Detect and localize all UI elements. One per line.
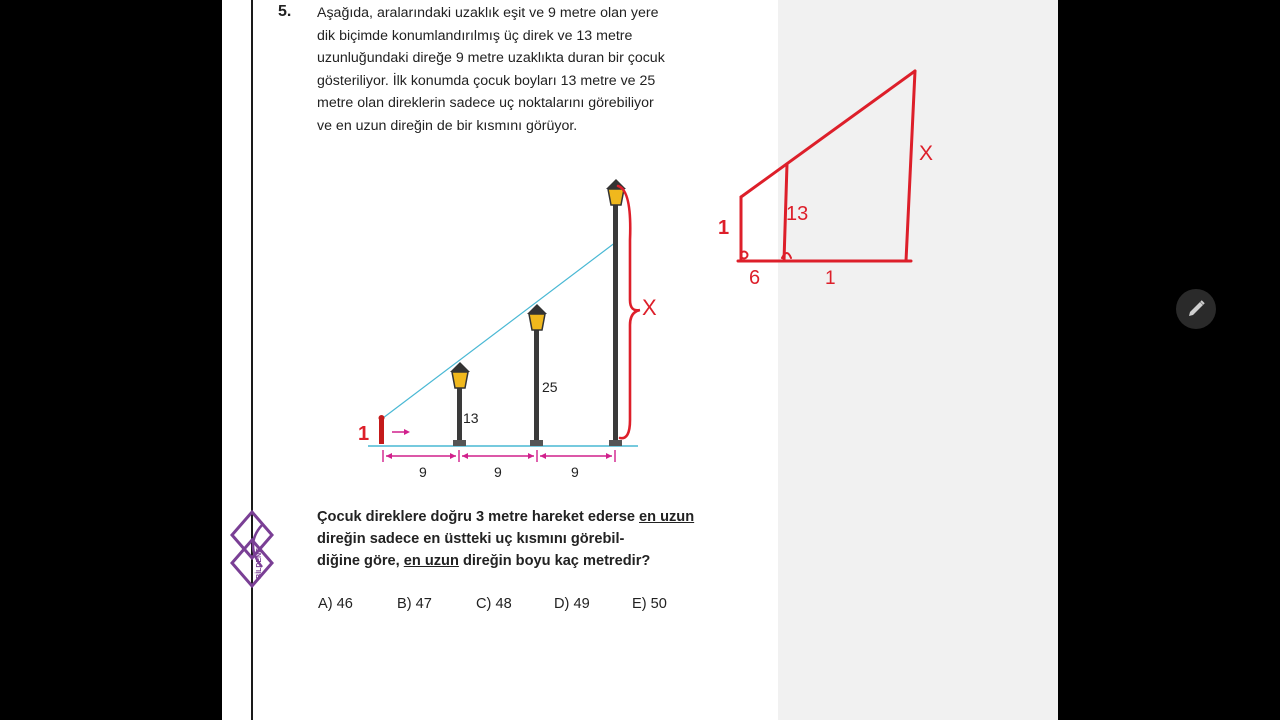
ask-underlined: en uzun bbox=[403, 553, 459, 569]
question-line: dik biçimde konumlandırılmış üç direk ve 13 metre bbox=[317, 27, 633, 44]
pole-13 bbox=[450, 362, 470, 446]
question-line: uzunluğundaki direğe 9 metre uzaklıkta duran bir çocuk bbox=[317, 50, 665, 67]
question-number: 5. bbox=[278, 3, 292, 20]
sight-line bbox=[383, 242, 616, 418]
pole-25-label: 25 bbox=[542, 379, 558, 395]
pole-25 bbox=[527, 304, 547, 446]
spacing-label: 9 bbox=[419, 464, 427, 480]
logo-text: BİLDENE bbox=[255, 548, 263, 579]
question-line: metre olan direklerin sadece uç noktalarını görebiliyor bbox=[317, 95, 654, 112]
sketch-x-label: X bbox=[919, 142, 934, 165]
child-figure bbox=[379, 418, 384, 444]
choice-a[interactable]: A) 46 bbox=[318, 596, 353, 612]
red-brace bbox=[618, 186, 640, 438]
x-on-figure: X bbox=[642, 295, 657, 320]
choice-c[interactable]: C) 48 bbox=[476, 596, 512, 612]
ask-part: direğin sadece en üstteki uç kısmını görebil- bbox=[317, 531, 625, 547]
sketch-13-label: 13 bbox=[786, 203, 809, 225]
choice-b[interactable]: B) 47 bbox=[397, 596, 432, 612]
pole-13-label: 13 bbox=[463, 410, 479, 426]
sketch-1-left-label: 1 bbox=[718, 217, 730, 239]
ask-text bbox=[317, 506, 697, 572]
ask-part: direğin boyu kaç metredir? bbox=[458, 553, 651, 569]
child-height-note: 1 bbox=[358, 423, 370, 445]
sketch-diagram bbox=[738, 71, 915, 261]
ask-underlined: en uzun bbox=[639, 509, 695, 525]
spacing-arrows bbox=[383, 450, 615, 462]
question-line: gösteriliyor. İlk konumda çocuk boyları 13 metre ve 25 bbox=[317, 72, 656, 89]
sketch-6-label: 6 bbox=[749, 267, 761, 289]
choice-d[interactable]: D) 49 bbox=[554, 596, 590, 612]
question-line: ve en uzun direğin de bir kısmını görüyor. bbox=[317, 117, 578, 134]
spacing-label: 9 bbox=[494, 464, 502, 480]
choice-e[interactable]: E) 50 bbox=[632, 596, 667, 612]
publisher-logo bbox=[232, 512, 272, 586]
question-line: Aşağıda, aralarındaki uzaklık eşit ve 9 metre olan yere bbox=[317, 5, 659, 21]
sketch-1-bottom-label: 1 bbox=[825, 268, 836, 289]
edit-button[interactable] bbox=[1176, 289, 1216, 329]
spacing-label: 9 bbox=[571, 464, 579, 480]
pole-tallest bbox=[606, 179, 626, 446]
ask-part: Çocuk direklere doğru 3 metre hareket ederse bbox=[317, 509, 640, 525]
ask-part: diğine göre, bbox=[317, 553, 404, 569]
pencil-icon bbox=[1176, 289, 1216, 329]
